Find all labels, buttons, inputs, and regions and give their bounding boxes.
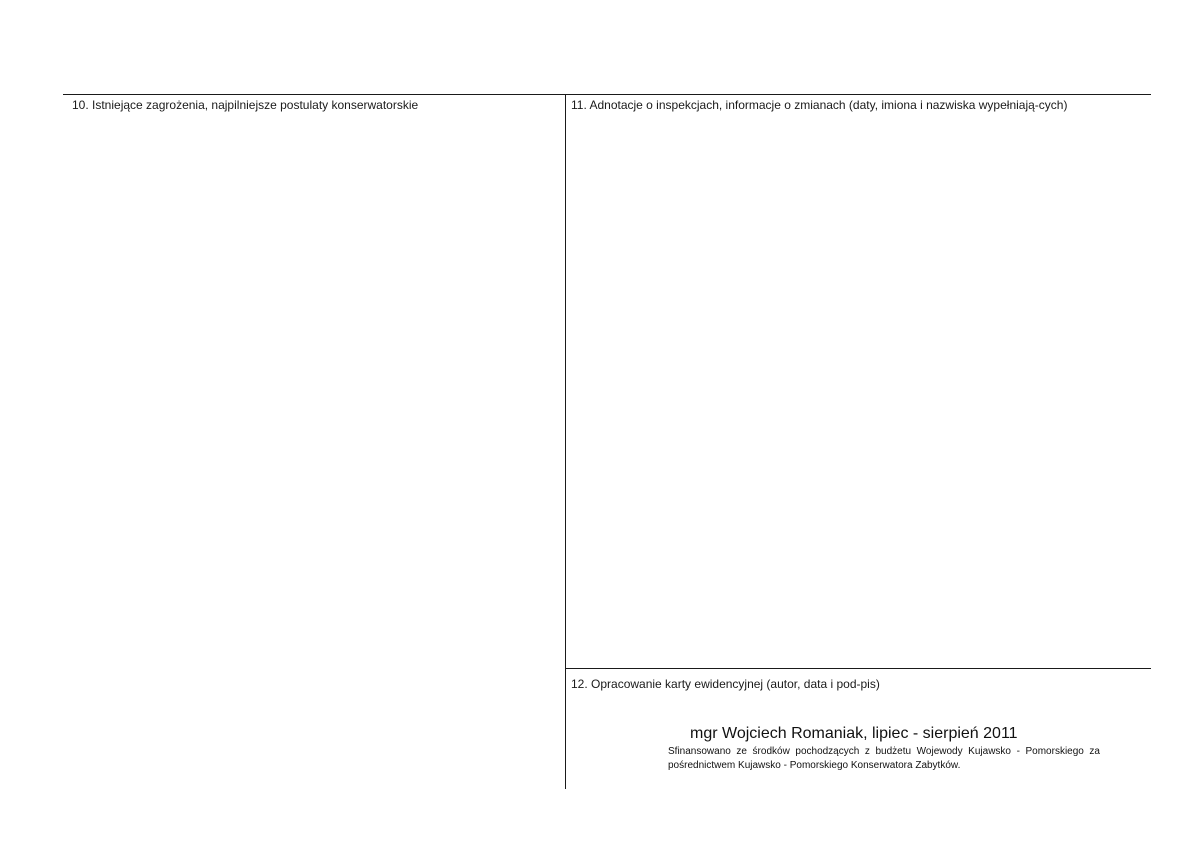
section-12-label: 12. Opracowanie karty ewidencyjnej (autor, data i pod-pis) bbox=[571, 677, 880, 691]
column-divider bbox=[565, 94, 566, 789]
author-line: mgr Wojciech Romaniak, lipiec - sierpień 2011 bbox=[690, 725, 1018, 742]
section-12-rule bbox=[565, 668, 1151, 669]
section-10-label: 10. Istniejące zagrożenia, najpilniejsze postulaty konserwatorskie bbox=[72, 98, 419, 112]
top-rule bbox=[63, 94, 1151, 95]
funding-note: Sfinansowano ze środków pochodzących z budżetu Wojewody Kujawsko - Pomorskiego za pośrednictwem Kujawsko - Pomorskiego Konserwatora Zabytków. bbox=[668, 746, 1100, 771]
section-11-label: 11. Adnotacje o inspekcjach, informacje o zmianach (daty, imiona i nazwiska wypełniają-cych) bbox=[571, 98, 1068, 112]
